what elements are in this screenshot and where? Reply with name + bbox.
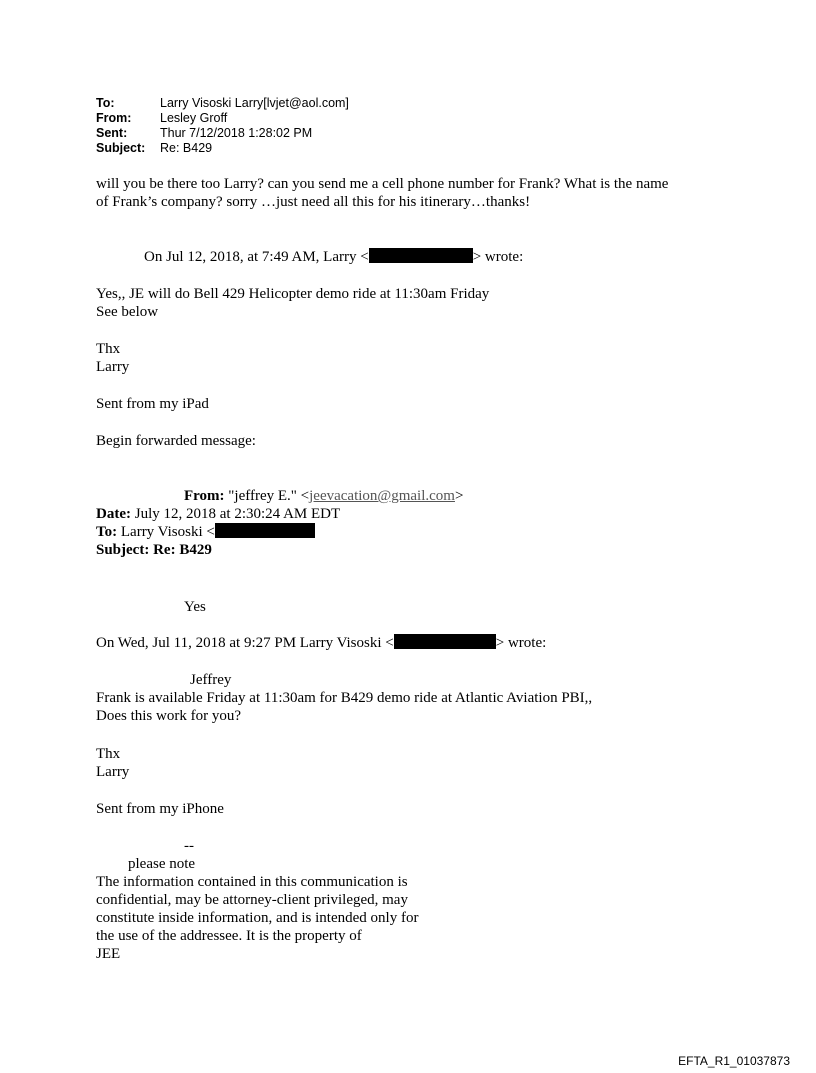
body-line-1: will you be there too Larry? can you send me a cell phone number for Frank? What is the name [96, 176, 669, 192]
signature-line-2: confidential, may be attorney-client privileged, may [96, 892, 408, 908]
fwd-reply: Yes [184, 599, 206, 615]
fwd-subject-label: Subject: Re: B429 [96, 542, 212, 558]
quote2-name: Larry [96, 764, 130, 780]
signature-line-1: The information contained in this communication is [96, 874, 408, 890]
body-line-2: of Frank’s company? sorry …just need all this for his itinerary…thanks! [96, 194, 531, 210]
header-to-row [96, 96, 349, 111]
header-sent-row [96, 126, 349, 141]
quote2-greeting: Jeffrey [190, 672, 232, 688]
redaction-bar [369, 248, 473, 263]
redaction-bar [215, 523, 315, 538]
header-subject-row [96, 141, 349, 156]
redaction-bar [394, 634, 496, 649]
fwd-from-label: From: [184, 488, 225, 504]
quote2-line-2: Does this work for you? [96, 708, 241, 724]
header-from-row [96, 111, 349, 126]
email-header [96, 96, 349, 156]
fwd-from-name: "jeffrey E." < [224, 488, 310, 504]
document-id: EFTA_R1_01037873 [678, 1054, 790, 1068]
quote2-intro-post: > wrote: [495, 635, 547, 651]
fwd-date-value: July 12, 2018 at 2:30:24 AM EDT [130, 506, 341, 522]
quote2-intro-pre: On Wed, Jul 11, 2018 at 9:27 PM Larry Visoski < [96, 635, 394, 651]
fwd-from-line [184, 487, 463, 505]
signature-please-note: please note [128, 856, 196, 872]
quote1-thx: Thx [96, 341, 121, 357]
quote2-thx: Thx [96, 746, 121, 762]
signature-line-4: the use of the addressee. It is the property of [96, 928, 362, 944]
fwd-subject-line [96, 541, 212, 559]
header-sent-value: Thur 7/12/2018 1:28:02 PM [160, 126, 313, 140]
quote1-begin-forwarded: Begin forwarded message: [96, 433, 256, 449]
signature-line-5: JEE [96, 946, 121, 962]
fwd-date-label: Date: [96, 506, 131, 522]
header-from-label: From: [96, 111, 132, 125]
signature-line-3: constitute inside information, and is intended only for [96, 910, 419, 926]
header-subject-label: Subject: [96, 141, 146, 155]
quote2-sent-from: Sent from my iPhone [96, 801, 224, 817]
header-subject-value: Re: B429 [160, 141, 213, 155]
quote1-sent-from: Sent from my iPad [96, 396, 209, 412]
fwd-to-label: To: [96, 524, 118, 540]
quote1-line-1: Yes,, JE will do Bell 429 Helicopter demo ride at 11:30am Friday [96, 286, 490, 302]
fwd-date-line [96, 505, 340, 523]
header-to-value: Larry Visoski Larry[lvjet@aol.com] [160, 96, 349, 110]
fwd-from-close: > [454, 488, 464, 504]
quote1-intro [144, 248, 523, 266]
quote2-intro [96, 634, 546, 652]
fwd-to-value: Larry Visoski < [117, 524, 215, 540]
quote2-line-1: Frank is available Friday at 11:30am for B429 demo ride at Atlantic Aviation PBI,, [96, 690, 593, 706]
fwd-from-email-link[interactable]: jeevacation@gmail.com [309, 488, 455, 504]
header-from-value: Lesley Groff [160, 111, 228, 125]
header-sent-label: Sent: [96, 126, 128, 140]
quote1-name: Larry [96, 359, 130, 375]
header-to-label: To: [96, 96, 115, 110]
quote1-line-2: See below [96, 304, 159, 320]
fwd-to-line [96, 523, 315, 541]
signature-dashes: -- [184, 838, 194, 854]
quote1-intro-pre: On Jul 12, 2018, at 7:49 AM, Larry < [144, 249, 369, 265]
quote1-intro-post: > wrote: [472, 249, 524, 265]
